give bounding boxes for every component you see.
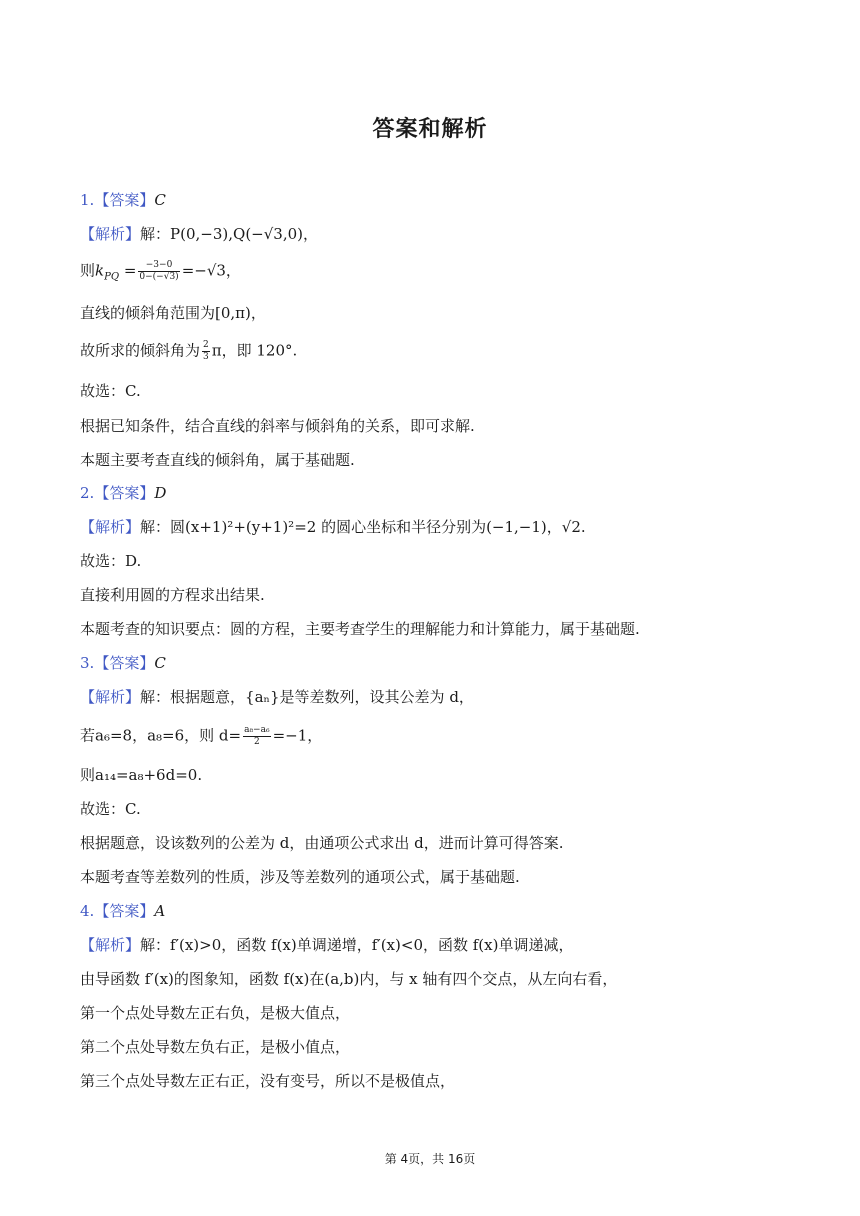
q1-angle-den: 3 [203, 352, 209, 362]
q1-slope-prefix: 则 [80, 261, 96, 280]
analysis-label: 【解析】 [80, 688, 141, 706]
q1-slope-den: 0−(−√3) [139, 272, 179, 282]
q1-points: P(0,−3),Q(−√3,0)， [170, 225, 319, 243]
q3-diff-prefix: 若a₆=8，a₈=6，则 d= [80, 726, 242, 745]
q3-diff-fraction [243, 725, 271, 748]
q3-diff-line [80, 725, 322, 748]
q1-slope-line: 则$k_{PQ}$ = $\frac{-3-0}{0-(-√3)}$ =−√3， [80, 260, 241, 283]
q4-answer: A [154, 902, 166, 920]
analysis-label: 【解析】 [80, 936, 141, 954]
q4-number: 4. [80, 902, 95, 920]
q1-angle-fraction [202, 340, 210, 363]
q3-method-line: 根据题意，设该数列的公差为 d，由通项公式求出 d，进而计算可得答案. [80, 834, 564, 852]
q1-range-line: 直线的倾斜角范围为[0,π)， [80, 304, 266, 322]
answer-label: 【答案】 [94, 484, 155, 502]
q1-method-line: 根据已知条件，结合直线的斜率与倾斜角的关系，即可求解. [80, 417, 475, 435]
q1-angle-suffix: π，即 120°. [211, 341, 298, 360]
q1-slope-num: −3−0 [138, 260, 179, 272]
solve-label: 解： [140, 936, 171, 954]
q2-comment-line: 本题考查的知识要点：圆的方程，主要考查学生的理解能力和计算能力，属于基础题. [80, 620, 640, 638]
q1-answer: C [154, 191, 166, 209]
q4-first-point-line: 第一个点处导数左正右负，是极大值点， [80, 1004, 351, 1022]
q4-second-point-line: 第二个点处导数左负右正，是极小值点， [80, 1038, 351, 1056]
answer-label: 【答案】 [94, 654, 155, 672]
q1-analysis-line [80, 224, 318, 244]
q3-term-line: 则a₁₄=a₈+6d=0. [80, 766, 203, 784]
q1-slope-sub: PQ [104, 271, 120, 283]
q2-answer-line [80, 483, 166, 503]
q1-slope-fraction [138, 260, 179, 283]
q2-method-line: 直接利用圆的方程求出结果. [80, 586, 265, 604]
q4-monotonic: f′(x)>0，函数 f(x)单调递增，f′(x)<0，函数 f(x)单调递减， [170, 936, 574, 954]
solve-label: 解： [140, 518, 171, 536]
q3-comment-line: 本题考查等差数列的性质，涉及等差数列的通项公式，属于基础题. [80, 868, 520, 886]
q1-angle-prefix: 故所求的倾斜角为 [80, 341, 201, 360]
q3-analysis-line [80, 687, 474, 707]
q3-answer-line [80, 653, 166, 673]
q3-diff-num: a₈−a₆ [244, 725, 270, 735]
q1-number: 1. [80, 191, 95, 209]
q1-slope-k: k [95, 261, 105, 280]
q4-analysis-line [80, 935, 573, 955]
solve-label: 解： [140, 688, 171, 706]
q2-answer: D [154, 484, 167, 502]
q4-answer-line [80, 901, 165, 921]
q3-diff-den: 2 [253, 737, 260, 747]
q4-third-point-line: 第三个点处导数左正右正，没有变号，所以不是极值点， [80, 1072, 456, 1090]
q2-choice-line: 故选：D. [80, 552, 142, 570]
q4-graph-line: 由导函数 f′(x)的图象知，函数 f(x)在(a,b)内，与 x 轴有四个交点，从左向右看， [80, 970, 618, 988]
q2-analysis-line [80, 517, 586, 537]
q3-choice-line: 故选：C. [80, 800, 141, 818]
page-footer: 第 4页，共 16页 [384, 1152, 476, 1166]
q1-choice-line: 故选：C. [80, 382, 141, 400]
q1-slope-rhs: =−√3， [181, 261, 241, 280]
q3-answer: C [154, 654, 166, 672]
q1-comment-line: 本题主要考查直线的倾斜角，属于基础题. [80, 451, 355, 469]
q3-diff-suffix: =−1， [272, 726, 323, 745]
q1-angle-num: 2 [203, 340, 209, 350]
answer-label: 【答案】 [94, 191, 155, 209]
q3-sequence: 根据题意，{aₙ}是等差数列，设其公差为 d， [170, 688, 474, 706]
q3-number: 3. [80, 654, 95, 672]
answer-label: 【答案】 [94, 902, 155, 920]
q2-number: 2. [80, 484, 95, 502]
analysis-label: 【解析】 [80, 518, 141, 536]
q2-circle: 圆(x+1)²+(y+1)²=2 的圆心坐标和半径分别为(−1,−1)，√2. [170, 518, 586, 536]
q1-angle-line [80, 340, 297, 363]
q1-answer-line [80, 190, 166, 210]
page-title: 答案和解析 [372, 117, 488, 142]
analysis-label: 【解析】 [80, 225, 141, 243]
solve-label: 解： [140, 225, 171, 243]
